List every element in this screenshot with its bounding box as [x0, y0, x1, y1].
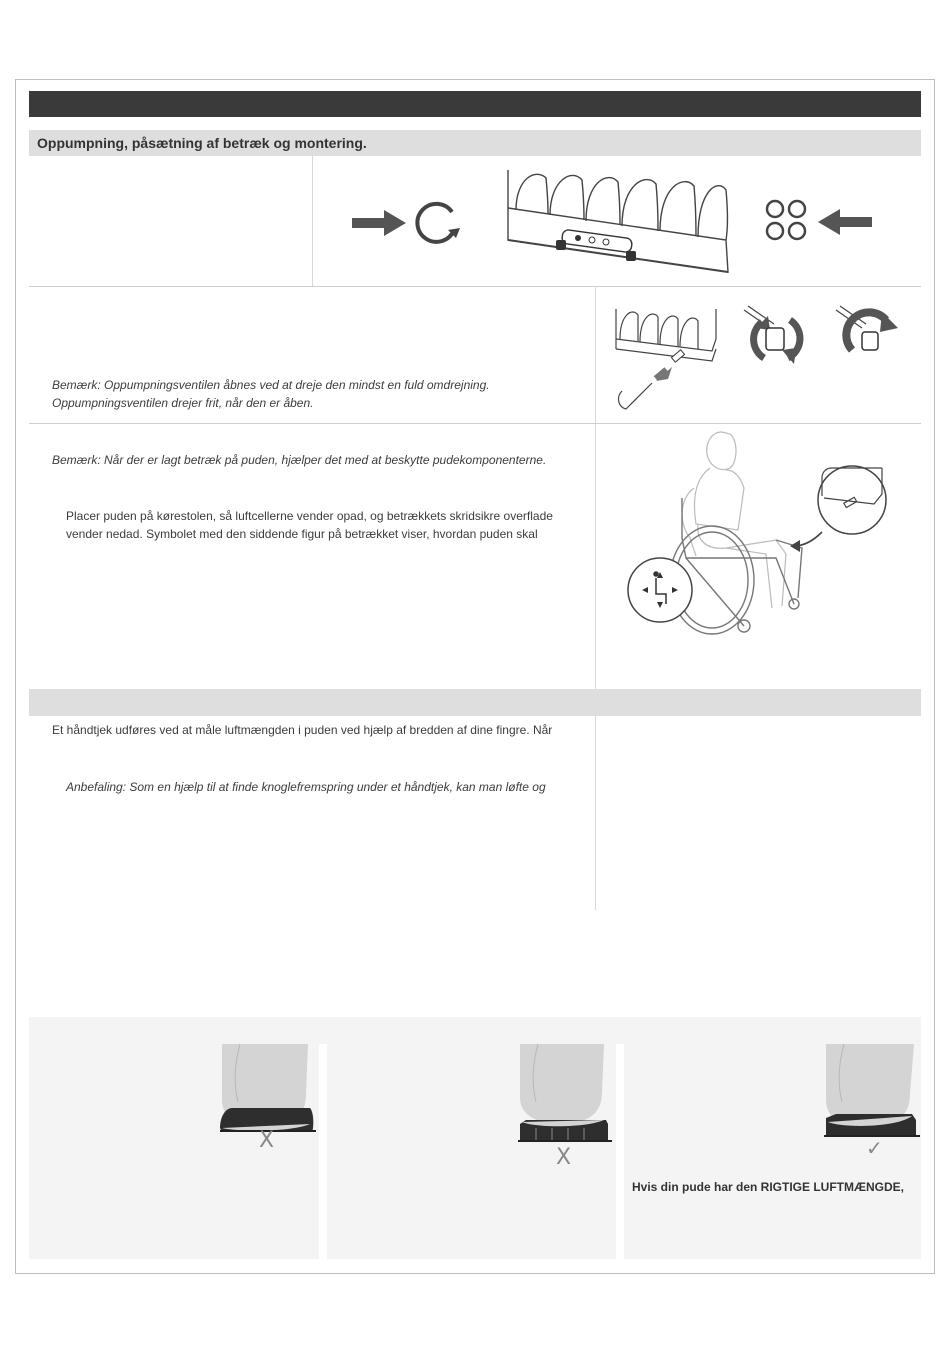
- cushion-valve-illustration: [506, 168, 732, 278]
- valve-note-line2: Oppumpningsventilen drejer frit, når den er åben.: [52, 396, 314, 410]
- wrong-mark-1: X: [259, 1128, 275, 1153]
- seated-figure-underinflated: [218, 1042, 318, 1134]
- correct-air-caption: Hvis din pude har den RIGTIGE LUFTMÆNGDE,: [632, 1180, 905, 1194]
- wrong-mark-2: X: [556, 1145, 572, 1170]
- arrow-left-icon: [818, 209, 874, 235]
- placement-text-line1: Placer puden på kørestolen, så luftcellerne vender opad, og betrækkets skridsikre overflade: [66, 509, 553, 523]
- panel-gap-1: [319, 1044, 327, 1259]
- valve-note-line1: Bemærk: Oppumpningsventilen åbnes ved at dreje den mindst en fuld omdrejning.: [52, 378, 490, 392]
- four-cells-icon: [764, 199, 810, 241]
- correct-mark: ✓: [866, 1136, 883, 1160]
- wheelchair-user-illustration: [626, 428, 892, 650]
- seated-figure-overinflated: [516, 1042, 612, 1144]
- row4-divider: [595, 716, 596, 910]
- seated-figure-correct: [822, 1042, 920, 1138]
- placement-text-line2: vender nedad. Symbolet med den siddende figur på betrækket viser, hvordan puden skal: [66, 527, 538, 541]
- section-header-handcheck: [29, 689, 921, 716]
- top-title-bar: [29, 91, 921, 117]
- row2-divider: [595, 286, 596, 690]
- panel-gap-2: [616, 1044, 624, 1259]
- cover-note: Bemærk: Når der er lagt betræk på puden, hjælper det med at beskytte pudekomponenterne.: [52, 453, 547, 467]
- valve-close-rotate-icon: [836, 306, 900, 362]
- handcheck-panels-area: [29, 1017, 921, 1259]
- section-header-inflation: [29, 130, 921, 156]
- row1-divider: [312, 156, 313, 286]
- cushion-valve-pump-illustration: [612, 305, 722, 413]
- arrow-right-icon: [352, 210, 408, 236]
- row1-bottom-line: [29, 286, 921, 287]
- row2-bottom-line: [29, 423, 921, 424]
- handcheck-text: Et håndtjek udføres ved at måle luftmængden i puden ved hjælp af bredden af dine fingre. Når: [52, 723, 553, 737]
- valve-open-rotate-icon: [744, 306, 804, 366]
- section-title: Oppumpning, påsætning af betræk og montering.: [37, 135, 367, 151]
- rotate-circle-icon: [414, 200, 464, 246]
- recommendation-text: Anbefaling: Som en hjælp til at finde knoglefremspring under et håndtjek, kan man løfte og: [66, 780, 546, 794]
